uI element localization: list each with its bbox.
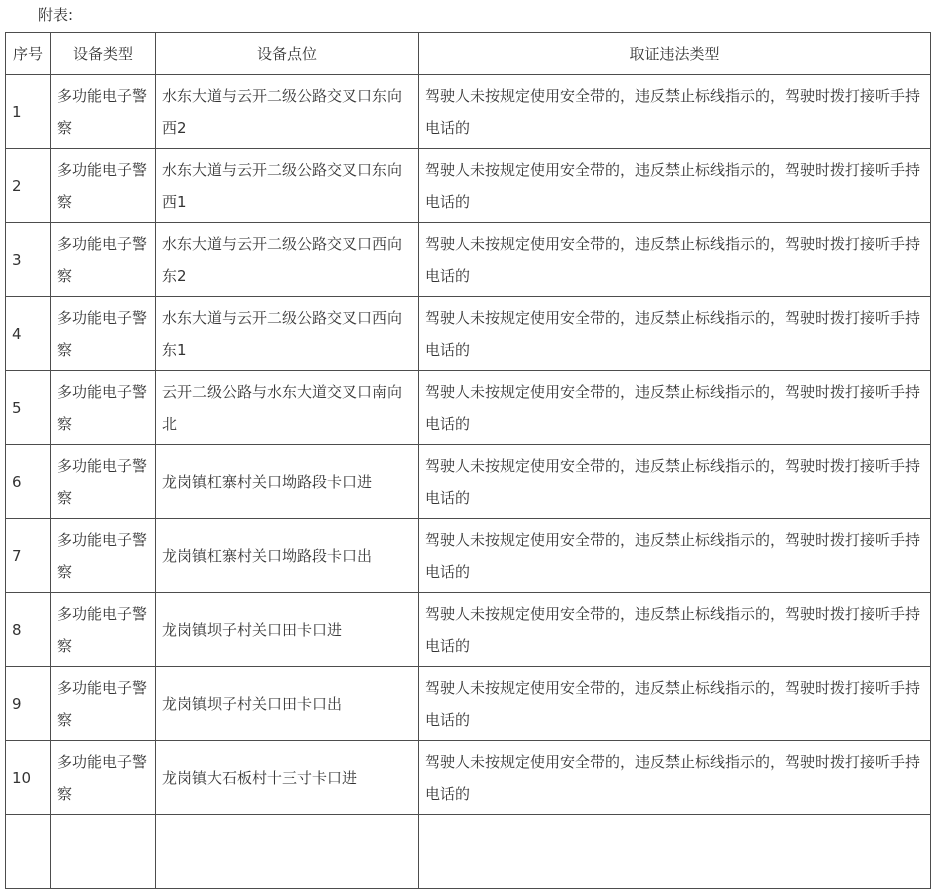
table-row [6, 223, 931, 297]
row-violation: 驾驶人未按规定使用安全带的，违反禁止标线指示的，驾驶时拨打接听手持电话的 [419, 371, 931, 445]
row-location: 龙岗镇坝子村关口田卡口出 [156, 667, 419, 741]
row-device-type: 多功能电子警察 [51, 445, 156, 519]
row-violation: 驾驶人未按规定使用安全带的，违反禁止标线指示的，驾驶时拨打接听手持电话的 [419, 445, 931, 519]
table-row [6, 445, 931, 519]
row-seq: 3 [6, 223, 51, 297]
table-row [6, 593, 931, 667]
row-violation: 驾驶人未按规定使用安全带的，违反禁止标线指示的，驾驶时拨打接听手持电话的 [419, 593, 931, 667]
row-device-type: 多功能电子警察 [51, 297, 156, 371]
header-seq: 序号 [6, 33, 51, 75]
row-location: 水东大道与云开二级公路交叉口西向东1 [156, 297, 419, 371]
row-device-type: 多功能电子警察 [51, 371, 156, 445]
row-seq-empty [6, 815, 51, 889]
row-device-type: 多功能电子警察 [51, 223, 156, 297]
row-violation: 驾驶人未按规定使用安全带的，违反禁止标线指示的，驾驶时拨打接听手持电话的 [419, 223, 931, 297]
row-device-type: 多功能电子警察 [51, 519, 156, 593]
row-violation: 驾驶人未按规定使用安全带的，违反禁止标线指示的，驾驶时拨打接听手持电话的 [419, 149, 931, 223]
row-seq: 6 [6, 445, 51, 519]
table-header-row [6, 33, 931, 75]
header-device-location: 设备点位 [156, 33, 419, 75]
row-location: 龙岗镇杠寨村关口坳路段卡口进 [156, 445, 419, 519]
row-location: 水东大道与云开二级公路交叉口东向西1 [156, 149, 419, 223]
device-table [5, 32, 931, 889]
row-violation: 驾驶人未按规定使用安全带的，违反禁止标线指示的，驾驶时拨打接听手持电话的 [419, 519, 931, 593]
row-seq: 7 [6, 519, 51, 593]
row-seq: 9 [6, 667, 51, 741]
row-violation: 驾驶人未按规定使用安全带的，违反禁止标线指示的，驾驶时拨打接听手持电话的 [419, 741, 931, 815]
header-device-type: 设备类型 [51, 33, 156, 75]
row-location-empty [156, 815, 419, 889]
row-location: 水东大道与云开二级公路交叉口西向东2 [156, 223, 419, 297]
header-violation-type: 取证违法类型 [419, 33, 931, 75]
row-violation: 驾驶人未按规定使用安全带的，违反禁止标线指示的，驾驶时拨打接听手持电话的 [419, 75, 931, 149]
row-device-type: 多功能电子警察 [51, 149, 156, 223]
table-caption: 附表: [38, 6, 74, 24]
table-row [6, 371, 931, 445]
row-seq: 2 [6, 149, 51, 223]
table-row [6, 667, 931, 741]
row-device-type: 多功能电子警察 [51, 667, 156, 741]
row-location: 云开二级公路与水东大道交叉口南向北 [156, 371, 419, 445]
row-seq: 10 [6, 741, 51, 815]
row-violation: 驾驶人未按规定使用安全带的，违反禁止标线指示的，驾驶时拨打接听手持电话的 [419, 297, 931, 371]
row-location: 龙岗镇杠寨村关口坳路段卡口出 [156, 519, 419, 593]
row-seq: 8 [6, 593, 51, 667]
row-location: 龙岗镇大石板村十三寸卡口进 [156, 741, 419, 815]
row-device-type: 多功能电子警察 [51, 593, 156, 667]
table-row [6, 297, 931, 371]
table-row [6, 149, 931, 223]
row-seq: 5 [6, 371, 51, 445]
table-row [6, 741, 931, 815]
table-row-partial [6, 815, 931, 889]
row-location: 水东大道与云开二级公路交叉口东向西2 [156, 75, 419, 149]
table-row [6, 75, 931, 149]
row-device-type-empty [51, 815, 156, 889]
row-seq: 1 [6, 75, 51, 149]
row-violation-empty [419, 815, 931, 889]
table-row [6, 519, 931, 593]
row-device-type: 多功能电子警察 [51, 741, 156, 815]
row-location: 龙岗镇坝子村关口田卡口进 [156, 593, 419, 667]
row-violation: 驾驶人未按规定使用安全带的，违反禁止标线指示的，驾驶时拨打接听手持电话的 [419, 667, 931, 741]
row-seq: 4 [6, 297, 51, 371]
row-device-type: 多功能电子警察 [51, 75, 156, 149]
